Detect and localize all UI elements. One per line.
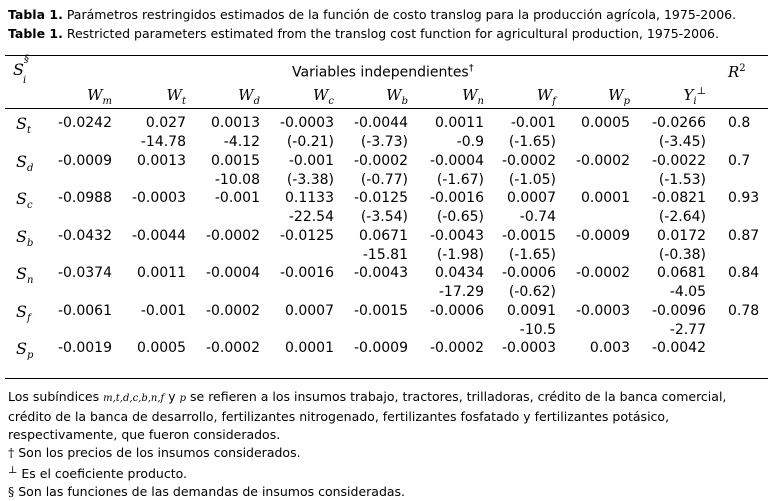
coef-cell: -0.0009: [353, 340, 408, 356]
tstat-cell: -0.9: [456, 134, 484, 150]
column-header-sub: i: [693, 96, 697, 107]
coef-cell: 0.0013: [211, 115, 260, 131]
column-header-yi: [646, 86, 706, 107]
coef-cell: -0.0003: [131, 190, 186, 206]
coef-cell: -0.0002: [501, 152, 556, 169]
note-section-text: Son las funciones de las demandas de insumos consideradas.: [18, 484, 406, 500]
table-notes: [8, 388, 766, 501]
tstat-cell: (-1.65): [508, 246, 556, 263]
tstat-cell: -10.08: [214, 171, 260, 188]
tstat-cell: (-3.45): [658, 134, 706, 150]
coef-cell: -0.0374: [57, 265, 112, 281]
coef-cell: 0.0001: [285, 340, 334, 356]
column-header-sup: ⊥: [696, 86, 706, 97]
note-perp-text: Es el coeficiente producto.: [21, 466, 187, 482]
coef-cell: -0.0125: [279, 227, 334, 244]
row-label-sp: $S_p$: [16, 339, 34, 362]
coef-cell: -0.0015: [353, 302, 408, 319]
tstat-cell: (-1.53): [658, 171, 706, 188]
column-header-sub: f: [552, 96, 556, 107]
tstat-cell: (-0.38): [658, 246, 706, 263]
table-bottom-rule: [5, 378, 768, 379]
coef-cell: -0.0242: [57, 115, 112, 131]
r2-header: [728, 63, 746, 81]
r2-cell: 0.87: [728, 227, 760, 244]
tstat-cell: (-1.05): [508, 171, 556, 188]
coef-cell: 0.0007: [507, 190, 556, 206]
column-header-sub: m: [102, 96, 112, 107]
coef-cell: -0.0043: [429, 227, 484, 244]
note-section-symbol: §: [8, 484, 15, 500]
coef-cell: -0.001: [140, 302, 186, 319]
note-subscripts-p: p: [179, 393, 187, 404]
column-header-base: W: [608, 86, 624, 104]
coef-cell: 0.0005: [137, 340, 186, 356]
coef-cell: -0.0003: [279, 115, 334, 131]
variables-header: [292, 63, 474, 81]
column-header-base: W: [312, 86, 329, 104]
tstat-cell: (-3.38): [286, 171, 334, 188]
caption-spanish: [8, 7, 736, 22]
coef-cell: -0.0002: [205, 227, 260, 244]
row-symbol-base: S: [13, 60, 24, 79]
coef-cell: -0.0044: [353, 115, 408, 131]
coef-cell: -0.0125: [353, 190, 408, 206]
column-header-base: W: [238, 86, 254, 104]
column-header-base: W: [536, 86, 553, 104]
note-dagger-symbol: †: [8, 445, 15, 460]
row-label-sc: $S_c$: [16, 189, 33, 212]
note-subscripts-prefix: Los subíndices: [8, 389, 100, 404]
column-header-wm: [52, 86, 112, 107]
r2-cell: 0.84: [728, 265, 760, 281]
coef-cell: 0.0011: [435, 115, 484, 131]
variables-header-label: Variables independientes: [292, 64, 469, 81]
column-header-sub: p: [623, 96, 630, 107]
tstat-cell: (-0.77): [360, 171, 408, 188]
note-perp: [8, 462, 766, 483]
tstat-cell: -2.77: [669, 321, 706, 338]
row-label-sub: c: [26, 200, 33, 212]
coef-cell: 0.0681: [657, 265, 706, 281]
coef-cell: -0.0432: [57, 227, 112, 244]
tstat-cell: -15.81: [362, 246, 408, 263]
row-symbol-header: [13, 53, 29, 87]
tstat-cell: (-3.54): [360, 209, 408, 225]
column-header-base: W: [166, 86, 182, 104]
coef-cell: 0.1133: [285, 190, 334, 206]
column-header-wt: [126, 86, 186, 107]
coef-cell: -0.0043: [353, 265, 408, 281]
tstat-cell: (-0.21): [286, 134, 334, 150]
coef-cell: -0.0266: [651, 115, 706, 131]
tstat-cell: (-1.98): [436, 246, 484, 263]
column-header-wp: [570, 86, 630, 107]
coef-cell: -0.0821: [651, 190, 706, 206]
coef-cell: -0.0009: [575, 227, 630, 244]
column-header-sub: d: [253, 96, 260, 107]
coef-cell: -0.0002: [205, 302, 260, 319]
coef-cell: 0.0011: [137, 265, 186, 281]
tstat-cell: -0.74: [519, 209, 556, 225]
coef-cell: -0.0002: [205, 340, 260, 356]
row-label-sub: p: [26, 350, 34, 362]
coef-cell: -0.0022: [651, 152, 706, 169]
r2-header-base: R: [728, 63, 740, 81]
note-section: [8, 483, 766, 501]
table-top-rule: [5, 55, 768, 56]
row-label-sub: d: [26, 162, 34, 174]
tstat-cell: (-3.73): [360, 134, 408, 150]
coef-cell: -0.001: [510, 115, 556, 131]
row-label-sb: $S_b$: [16, 226, 34, 249]
note-subscripts-y: y: [168, 389, 176, 404]
row-label-sub: f: [26, 312, 31, 324]
coef-cell: -0.0988: [57, 190, 112, 206]
caption-spanish-text: Parámetros restringidos estimados de la función de costo translog para la producción agrícola, 1975-2006.: [66, 7, 737, 22]
tstat-cell: -4.12: [223, 134, 260, 150]
coef-cell: -0.0009: [57, 152, 112, 169]
coef-cell: -0.0002: [575, 152, 630, 169]
coef-cell: -0.0019: [57, 340, 112, 356]
column-header-wd: [200, 86, 260, 107]
note-perp-symbol: ⊥: [8, 465, 18, 476]
column-header-wn: [424, 86, 484, 107]
tstat-cell: (-1.67): [436, 171, 484, 188]
note-dagger: [8, 444, 766, 462]
coef-cell: -0.0044: [131, 227, 186, 244]
row-symbol-sub: i: [22, 75, 27, 87]
coef-cell: 0.0001: [581, 190, 630, 206]
caption-english-text: Restricted parameters estimated from the translog cost function for agricultural production, 1975-2006.: [66, 26, 719, 41]
coef-cell: 0.003: [589, 340, 630, 356]
note-dagger-text: Son los precios de los insumos considerados.: [18, 445, 301, 460]
column-header-wc: [274, 86, 334, 107]
column-header-sub: n: [477, 96, 484, 107]
column-header-base: W: [386, 86, 402, 104]
coef-cell: -0.0006: [429, 302, 484, 319]
tstat-cell: (-0.62): [508, 284, 556, 300]
tstat-cell: -17.29: [438, 284, 484, 300]
note-subscripts: [8, 388, 766, 444]
caption-english: [8, 26, 719, 41]
coef-cell: -0.0042: [651, 340, 706, 356]
coef-cell: 0.0091: [507, 302, 556, 319]
row-label-sub: n: [26, 275, 34, 287]
r2-header-sup: 2: [739, 63, 746, 74]
caption-english-label: Table 1.: [8, 26, 63, 41]
coef-cell: -0.0002: [429, 340, 484, 356]
r2-cell: 0.93: [728, 190, 760, 206]
r2-cell: 0.78: [728, 302, 760, 319]
coef-cell: 0.0015: [211, 152, 260, 169]
coef-cell: -0.0003: [501, 340, 556, 356]
coef-cell: -0.0002: [575, 265, 630, 281]
r2-cell: 0.7: [728, 152, 751, 169]
row-label-st: $S_t$: [16, 114, 31, 137]
caption-spanish-label: Tabla 1.: [8, 7, 63, 22]
coef-cell: 0.0007: [285, 302, 334, 319]
coef-cell: -0.0015: [501, 227, 556, 244]
coef-cell: 0.0172: [657, 227, 706, 244]
tstat-cell: -14.78: [140, 134, 186, 150]
column-header-base: Y: [683, 86, 694, 104]
column-header-base: W: [87, 86, 103, 104]
coef-cell: 0.0013: [137, 152, 186, 169]
r2-cell: 0.8: [728, 115, 751, 131]
coef-cell: -0.0096: [651, 302, 706, 319]
coef-cell: 0.0671: [359, 227, 408, 244]
note-subscripts-text: se refieren a los insumos trabajo, tractores, trilladoras, crédito de la banca comercial, crédito de la banca de desarrollo, fertilizantes nitrogenado, fertilizantes fosfatado y fertilizantes potásico, respectivamente, que fueron considerados.: [8, 389, 727, 442]
coef-cell: -0.0004: [429, 152, 484, 169]
coef-cell: 0.0005: [581, 115, 630, 131]
row-label-sn: $S_n$: [16, 264, 34, 287]
variables-header-mark: †: [468, 63, 474, 74]
column-header-base: W: [462, 86, 478, 104]
tstat-cell: -4.05: [669, 284, 706, 300]
column-header-wb: [348, 86, 408, 107]
coef-cell: -0.0061: [57, 302, 112, 319]
note-subscripts-list: m,t,d,c,b,n,f: [103, 393, 165, 404]
coef-cell: -0.001: [288, 152, 334, 169]
coef-cell: -0.001: [214, 190, 260, 206]
coef-cell: -0.0002: [353, 152, 408, 169]
coef-cell: 0.027: [145, 115, 186, 131]
row-label-sub: t: [26, 125, 31, 137]
column-header-sub: t: [181, 96, 186, 107]
tstat-cell: -22.54: [288, 209, 334, 225]
row-label-sub: b: [26, 237, 34, 249]
coef-cell: -0.0016: [279, 265, 334, 281]
coef-cell: -0.0016: [429, 190, 484, 206]
table-header-rule: [5, 108, 768, 109]
coef-cell: 0.0434: [435, 265, 484, 281]
coef-cell: -0.0003: [575, 302, 630, 319]
column-header-sub: b: [401, 96, 408, 107]
tstat-cell: -10.5: [519, 321, 556, 338]
row-label-sf: $S_f$: [16, 301, 31, 324]
row-symbol-sup: §: [23, 53, 29, 65]
column-header-sub: c: [328, 96, 334, 107]
tstat-cell: (-0.65): [436, 209, 484, 225]
tstat-cell: (-2.64): [658, 209, 706, 225]
coef-cell: -0.0006: [501, 265, 556, 281]
column-header-wf: [496, 86, 556, 107]
coef-cell: -0.0004: [205, 265, 260, 281]
tstat-cell: (-1.65): [508, 134, 556, 150]
row-label-sd: $S_d$: [16, 151, 34, 174]
